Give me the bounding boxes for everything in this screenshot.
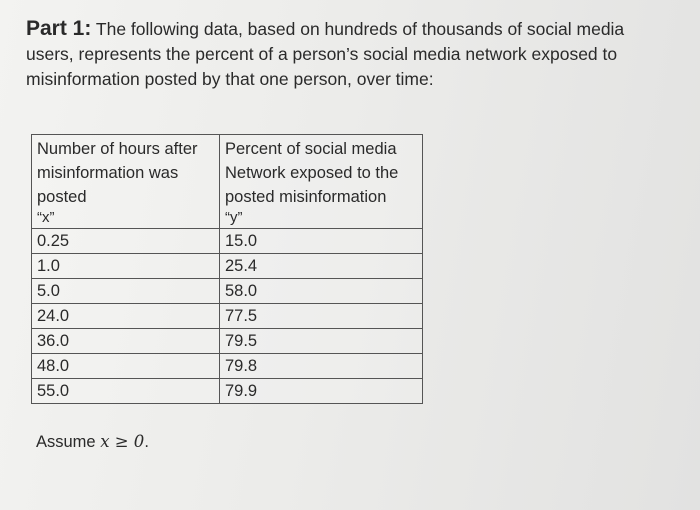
table-row xyxy=(32,329,423,354)
data-table xyxy=(31,134,423,404)
table-row xyxy=(32,379,423,404)
assumption-prefix: Assume xyxy=(36,433,101,451)
cell-x: 48.0 xyxy=(32,354,220,379)
table-row xyxy=(32,354,423,379)
assumption xyxy=(36,432,149,452)
assumption-math: x ≥ 0 xyxy=(100,432,145,451)
intro-text: The following data, based on hundreds of thousands of social media users, represents the percent of a person’s social media network exposed to misinformation posted by that one person, over time: xyxy=(26,19,625,89)
table-row xyxy=(32,279,423,304)
table-row xyxy=(32,254,423,279)
cell-y: 25.4 xyxy=(220,254,423,279)
header-percent-var: “y” xyxy=(225,209,243,226)
cell-y: 15.0 xyxy=(220,229,423,254)
cell-y: 79.5 xyxy=(220,329,423,354)
cell-x: 1.0 xyxy=(32,254,220,279)
cell-y: 79.8 xyxy=(220,354,423,379)
table-header-row xyxy=(32,135,423,229)
cell-x: 0.25 xyxy=(32,229,220,254)
cell-y: 77.5 xyxy=(220,304,423,329)
assumption-suffix: . xyxy=(144,433,149,451)
table-row xyxy=(32,304,423,329)
cell-x: 55.0 xyxy=(32,379,220,404)
header-percent-label: Percent of social media Network exposed to the posted misinformation xyxy=(225,140,399,206)
part-label: Part 1: xyxy=(26,17,92,40)
cell-x: 5.0 xyxy=(32,279,220,304)
cell-x: 24.0 xyxy=(32,304,220,329)
header-hours xyxy=(32,135,220,229)
table-row xyxy=(32,229,423,254)
header-hours-var: “x” xyxy=(37,209,55,226)
header-percent xyxy=(220,135,423,229)
header-hours-label: Number of hours after misinformation was posted xyxy=(37,140,198,206)
cell-y: 79.9 xyxy=(220,379,423,404)
cell-x: 36.0 xyxy=(32,329,220,354)
cell-y: 58.0 xyxy=(220,279,423,304)
problem-intro xyxy=(26,16,676,92)
